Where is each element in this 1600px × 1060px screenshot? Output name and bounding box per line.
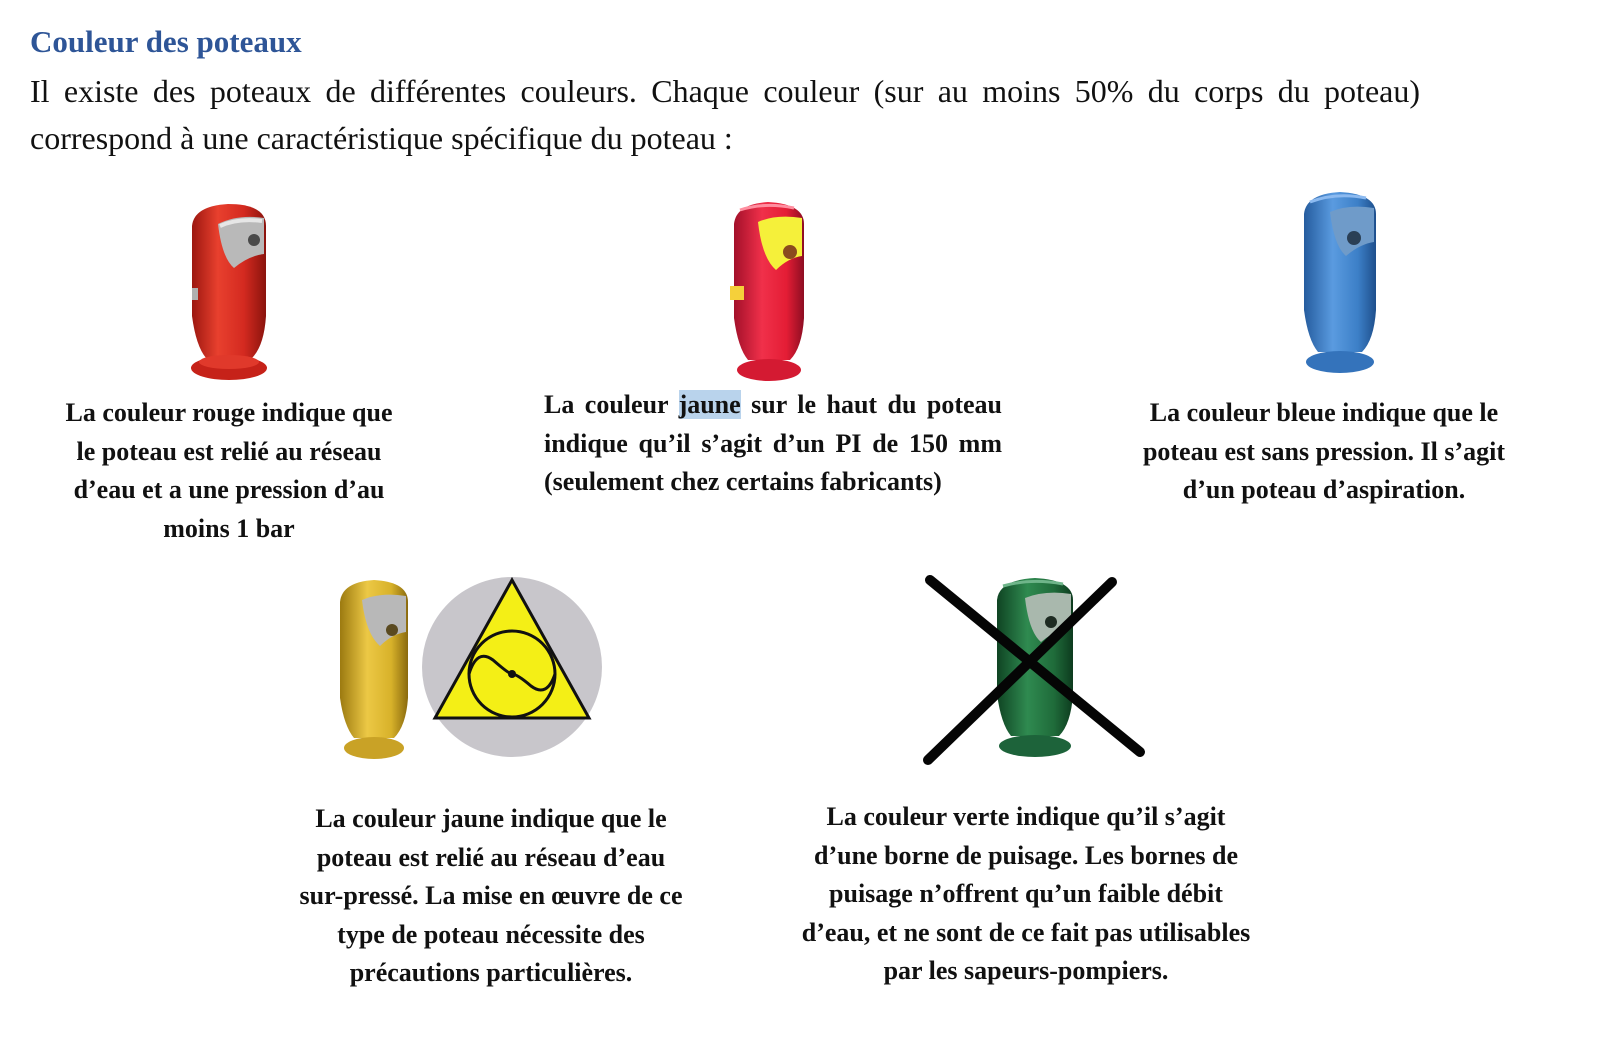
cross-out-icon — [920, 574, 1150, 766]
highlighted-word: jaune — [678, 390, 741, 419]
blue-hydrant-image — [1292, 186, 1388, 380]
pressure-symbol-icon — [421, 576, 603, 758]
green-hydrant-caption: La couleur verte indique qu’il s’agit d’une borne de puisage. Les bornes de puisage n’offrent qu’un faible débit d’eau, et ne sont de ce fait pas utilisables par les sapeurs-pompiers. — [801, 802, 1251, 985]
red-yellow-hydrant-image — [724, 196, 814, 386]
red-hydrant-image — [178, 196, 278, 386]
yellow-hydrant-image — [332, 574, 416, 764]
blue-hydrant-caption: La couleur bleue indique que le poteau est sans pression. Il s’agit d’un poteau d’aspiration. — [1142, 398, 1506, 504]
red-yellow-hydrant-caption — [544, 386, 1002, 502]
page-title: Couleur des poteaux — [30, 24, 302, 59]
caption-before-text: La couleur — [544, 390, 669, 419]
caption-after-text: sur le haut du poteau indique qu’il s’agit d’un PI de 150 mm (seulement chez certains fabricants) — [544, 390, 1003, 496]
red-hydrant-caption: La couleur rouge indique que le poteau est relié au réseau d’eau et a une pression d’au moins 1 bar — [65, 398, 393, 543]
yellow-hydrant-caption: La couleur jaune indique que le poteau est relié au réseau d’eau sur-pressé. La mise en œuvre de ce type de poteau nécessite des précautions particulières. — [299, 804, 683, 987]
intro-paragraph: Il existe des poteaux de différentes couleurs. Chaque couleur (sur au moins 50% du corps du poteau) correspond à une caractéristique spécifique du poteau : — [30, 73, 1420, 156]
